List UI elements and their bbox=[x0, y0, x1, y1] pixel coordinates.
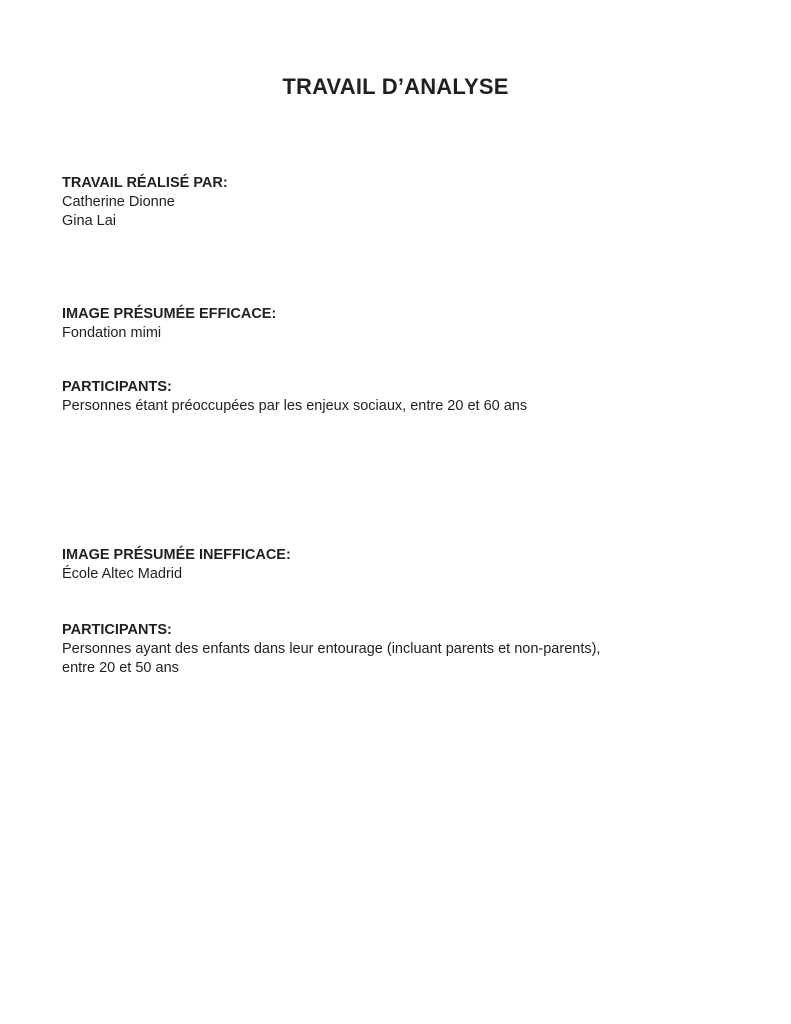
effective-image-section bbox=[62, 305, 742, 343]
effective-participants-section bbox=[62, 378, 742, 416]
effective-image-value: Fondation mimi bbox=[62, 325, 162, 341]
ineffective-image-heading: IMAGE PRÉSUMÉE INEFFICACE: bbox=[62, 547, 291, 563]
ineffective-image-value: École Altec Madrid bbox=[62, 566, 183, 582]
ineffective-image-section bbox=[62, 546, 742, 584]
ineffective-participants-section bbox=[62, 621, 742, 678]
ineffective-participants-text: Personnes ayant des enfants dans leur entourage (incluant parents et non-parents), bbox=[62, 641, 601, 657]
authors-section bbox=[62, 174, 742, 231]
author-name: Catherine Dionne bbox=[62, 194, 175, 210]
authors-heading: TRAVAIL RÉALISÉ PAR: bbox=[62, 175, 228, 191]
effective-image-heading: IMAGE PRÉSUMÉE EFFICACE: bbox=[62, 306, 277, 322]
effective-participants-text: Personnes étant préoccupées par les enjeux sociaux, entre 20 et 60 ans bbox=[62, 398, 528, 414]
ineffective-participants-text: entre 20 et 50 ans bbox=[62, 660, 179, 676]
page-title: TRAVAIL D’ANALYSE bbox=[282, 74, 509, 99]
effective-participants-heading: PARTICIPANTS: bbox=[62, 379, 172, 395]
author-name: Gina Lai bbox=[62, 213, 117, 229]
ineffective-participants-heading: PARTICIPANTS: bbox=[62, 622, 172, 638]
